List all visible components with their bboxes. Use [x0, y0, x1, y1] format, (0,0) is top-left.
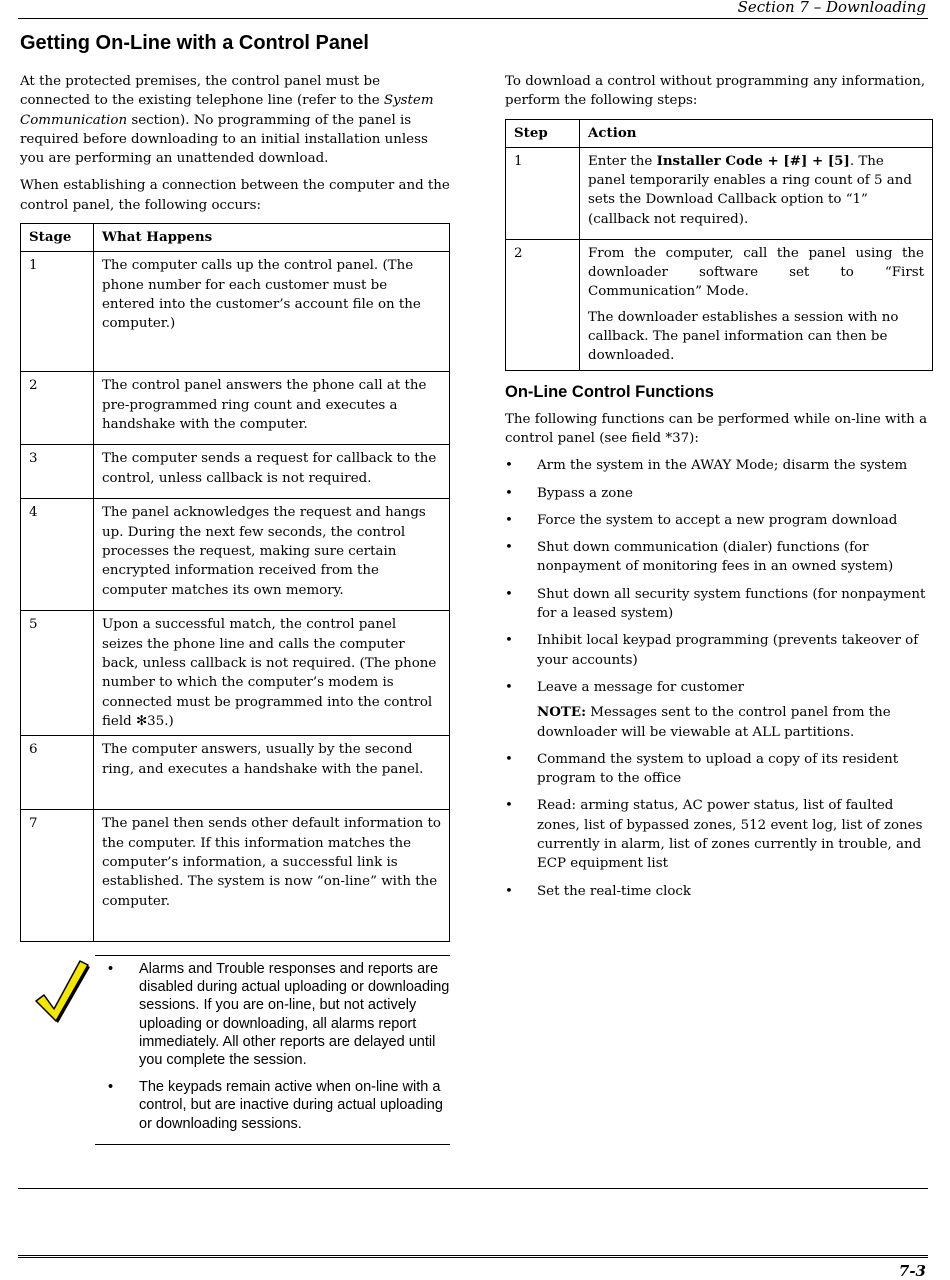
- step-action: [580, 147, 933, 239]
- list-item: [505, 631, 933, 670]
- intro-italic-ref: System Communication: [20, 93, 434, 128]
- steps-table: [505, 119, 933, 371]
- list-item: [505, 796, 933, 873]
- connection-paragraph: When establishing a connection between the computer and the control panel, the following occurs:: [20, 178, 450, 213]
- bullet-glyph: •: [505, 458, 513, 474]
- note-box: [95, 955, 450, 1145]
- list-item: [505, 538, 933, 577]
- step-column-header: Step: [506, 119, 580, 147]
- note-body: Messages sent to the control panel from the downloader will be viewable at ALL partitions.: [537, 705, 891, 740]
- stage-description: The computer answers, usually by the second ring, and executes a handshake with the panel.: [94, 736, 450, 810]
- stage-number: 5: [21, 611, 94, 736]
- footer-rule: [18, 1188, 928, 1189]
- bullet-glyph: •: [505, 751, 513, 767]
- list-item-text: Bypass a zone: [537, 485, 633, 501]
- note-text: The keypads remain active when on-line with a control, but are inactive during actual uploading or downloading sessions.: [139, 1079, 443, 1132]
- list-item-text: Read: arming status, AC power status, list of faulted zones, list of bypassed zones, 512 event log, list of zones currently in alarm, list of zones currently in trouble, and ECP equipment list: [537, 798, 923, 872]
- section-label: Section 7 – Downloading: [737, 0, 926, 16]
- running-header: [18, 0, 928, 19]
- note-text: Alarms and Trouble responses and reports are disabled during actual uploading or downloading sessions. If you are on-line, but not actively uploading or downloading, all alarms report immediately. All other reports are delayed until you complete the session.: [139, 961, 450, 1069]
- list-item-text: Arm the system in the AWAY Mode; disarm the system: [537, 458, 908, 474]
- note-item: [95, 960, 450, 1069]
- table-row: [506, 147, 933, 239]
- functions-list-continued: [505, 750, 933, 901]
- functions-intro: The following functions can be performed while on-line with a control panel (see field *37):: [505, 411, 928, 446]
- bullet-glyph: •: [505, 633, 513, 649]
- installer-code-sequence: Installer Code + [#] + [5]: [656, 152, 850, 169]
- step-action: [580, 239, 933, 370]
- action-text-b: . The panel temporarily enables a ring count of 5 and sets the Download Callback option to “1” (callback not required).: [588, 153, 912, 227]
- note-label: NOTE:: [537, 704, 587, 721]
- list-item: [505, 678, 933, 697]
- stages-table-header: [21, 224, 450, 252]
- table-row: [21, 445, 450, 499]
- intro-text-b: section). No programming of the panel is required before downloading to an initial installation unless you are performing an unattended download.: [20, 112, 428, 167]
- list-item-text: Inhibit local keypad programming (prevents takeover of your accounts): [537, 633, 919, 668]
- list-item: [505, 511, 933, 530]
- stage-number: 1: [21, 252, 94, 372]
- list-item: [505, 585, 933, 624]
- steps-table-header: [506, 119, 933, 147]
- stage-description: Upon a successful match, the control panel seizes the phone line and calls the computer back, unless callback is not required. (The phone number to which the computer’s modem is connected must be programmed into the control field ✻35.): [94, 611, 450, 736]
- list-item: [505, 750, 933, 789]
- list-item: [505, 456, 933, 475]
- table-row: [21, 372, 450, 445]
- action-paragraph: The downloader establishes a session with no callback. The panel information can then be downloaded.: [588, 309, 899, 364]
- stage-description: The panel then sends other default information to the computer. If this information matches the computer’s information, a successful link is established. The system is now “on-line” with the computer.: [94, 810, 450, 942]
- page-title: Getting On-Line with a Control Panel: [20, 32, 369, 54]
- list-item: [505, 882, 933, 901]
- stage-number: 7: [21, 810, 94, 942]
- step-number: 2: [506, 239, 580, 370]
- stage-number: 4: [21, 499, 94, 611]
- left-column: [20, 72, 450, 942]
- list-item-text: Set the real-time clock: [537, 883, 692, 899]
- list-item: [505, 484, 933, 503]
- action-column-header: Action: [580, 119, 933, 147]
- list-item-text: Leave a message for customer: [537, 679, 745, 695]
- table-row: [21, 736, 450, 810]
- stage-number: 2: [21, 372, 94, 445]
- list-item-text: Command the system to upload a copy of its resident program to the office: [537, 751, 899, 787]
- stage-description: The control panel answers the phone call at the pre-programmed ring count and executes a handshake with the computer.: [94, 372, 450, 445]
- stage-description: The computer sends a request for callback to the control, unless callback is not required.: [94, 445, 450, 499]
- stage-number: 6: [21, 736, 94, 810]
- stage-number: 3: [21, 445, 94, 499]
- intro-text-a: At the protected premises, the control panel must be connected to the existing telephone line (refer to the: [20, 74, 384, 109]
- right-column: [505, 72, 933, 909]
- what-happens-column-header: What Happens: [94, 224, 450, 252]
- list-item-text: Force the system to accept a new program download: [537, 512, 898, 528]
- checkmark-icon: [30, 955, 90, 1025]
- bullet-glyph: •: [108, 961, 114, 977]
- table-row: [21, 810, 450, 942]
- stage-description: The panel acknowledges the request and hangs up. During the next few seconds, the control processes the request, making sure certain encrypted information received from the computer matches its own memory.: [94, 499, 450, 611]
- list-item-text: Shut down all security system functions (for nonpayment for a leased system): [537, 586, 926, 622]
- list-item-text: Shut down communication (dialer) functions (for nonpayment of monitoring fees in an owned system): [537, 540, 894, 575]
- footer-double-rule: [18, 1255, 928, 1258]
- note-block: [20, 955, 450, 1155]
- functions-list: [505, 456, 933, 697]
- intro-paragraph: [20, 72, 450, 168]
- note-item: [95, 1078, 450, 1133]
- bullet-glyph: •: [505, 540, 513, 556]
- bullet-glyph: •: [108, 1079, 114, 1096]
- section-subheading: On-Line Control Functions: [505, 382, 714, 401]
- bullet-glyph: •: [505, 679, 513, 695]
- bullet-glyph: •: [505, 798, 513, 814]
- download-intro: To download a control without programming any information, perform the following steps:: [505, 74, 926, 109]
- table-row: [21, 252, 450, 372]
- table-row: [21, 499, 450, 611]
- bullet-glyph: •: [505, 883, 513, 899]
- page-number: 7-3: [898, 1262, 926, 1280]
- note-paragraph: [505, 703, 933, 742]
- table-row: [506, 239, 933, 370]
- stage-description: The computer calls up the control panel. (The phone number for each customer must be entered into the customer’s account file on the computer.): [94, 252, 450, 372]
- bullet-glyph: •: [505, 485, 513, 501]
- stages-table: [20, 223, 450, 942]
- table-row: [21, 611, 450, 736]
- step-number: 1: [506, 147, 580, 239]
- bullet-glyph: •: [505, 586, 513, 602]
- action-paragraph: From the computer, call the panel using the downloader software set to “First Communication” Mode.: [588, 245, 924, 300]
- action-text-a: Enter the: [588, 153, 657, 169]
- bullet-glyph: •: [505, 512, 513, 528]
- stage-column-header: Stage: [21, 224, 94, 252]
